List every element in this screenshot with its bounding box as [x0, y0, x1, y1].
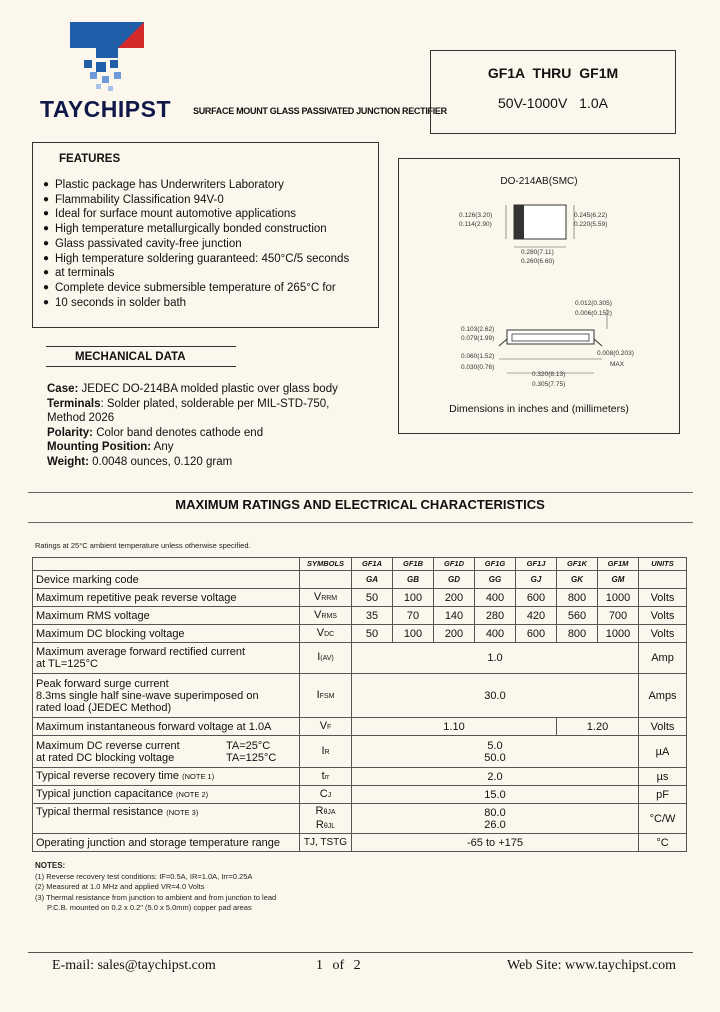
bullet-icon: ●	[43, 252, 50, 264]
header-cell: GF1D	[434, 558, 475, 571]
dimensions-caption: Dimensions in inches and (millimeters)	[449, 403, 629, 415]
header-cell: GF1A	[352, 558, 393, 571]
value-cell: 280	[475, 607, 516, 625]
symbol-cell: IFSM	[300, 674, 352, 718]
feature-item: ● Flammability Classification 94V-0	[43, 193, 224, 206]
value-cell: 400	[475, 589, 516, 607]
bullet-icon: ●	[43, 179, 50, 190]
footer-email[interactable]: E-mail: sales@taychipst.com	[52, 958, 216, 973]
unit-cell: °C/W	[639, 804, 687, 834]
package-outline-box	[398, 158, 680, 434]
value-cell: 800	[557, 589, 598, 607]
divider	[46, 346, 236, 347]
value-cell: 140	[434, 607, 475, 625]
value-cell: -65 to +175	[352, 834, 639, 852]
marking-code: GJ	[516, 571, 557, 589]
header-cell: GF1B	[393, 558, 434, 571]
notes-heading: NOTES:	[35, 861, 66, 870]
marking-code: GG	[475, 571, 516, 589]
dim-label: 0.006(0.152)	[575, 310, 612, 317]
header-cell: GF1M	[598, 558, 639, 571]
value-cell: 50	[352, 625, 393, 643]
divider	[28, 522, 693, 523]
package-drawing	[399, 159, 679, 399]
ratings-table	[32, 557, 687, 852]
table-row	[33, 768, 687, 786]
value-cell: 35	[352, 607, 393, 625]
unit-cell: Volts	[639, 718, 687, 736]
dim-label: 0.126(3.20)	[459, 212, 493, 219]
table-row	[33, 607, 687, 625]
value-cell: 700	[598, 607, 639, 625]
dim-label: 0.305(7.75)	[532, 381, 566, 388]
param-label: Typical junction capacitance (NOTE 2)	[33, 786, 300, 804]
param-label: Peak forward surge current 8.3ms single half sine-wave superimposed on rated load (JEDEC Method)	[33, 674, 300, 718]
dim-label: 0.260(6.60)	[521, 258, 555, 265]
divider	[28, 492, 693, 493]
value-cell: 600	[516, 625, 557, 643]
footer-website[interactable]: Web Site: www.taychipst.com	[507, 958, 677, 973]
note-item: (2) Measured at 1.0 MHz and applied VR=4.0 Volts	[35, 882, 205, 891]
value-cell: 1000	[598, 625, 639, 643]
symbol-cell: trr	[300, 768, 352, 786]
bullet-icon: ●	[43, 267, 50, 279]
unit-cell: µs	[639, 768, 687, 786]
note-item: (1) Reverse recovery test conditions: IF=0.5A, IR=1.0A, Irr=0.25A	[35, 871, 253, 881]
symbol-cell: RθJA RθJL	[300, 804, 352, 834]
features-heading: FEATURES	[59, 153, 121, 165]
value-cell: 560	[557, 607, 598, 625]
bullet-icon: ●	[43, 208, 50, 220]
feature-item: ● at terminals	[43, 267, 115, 280]
header-cell: GF1K	[557, 558, 598, 571]
feature-item: ● High temperature metallurgically bonded construction	[43, 223, 327, 236]
table-header-row	[33, 558, 687, 571]
table-row	[33, 804, 687, 834]
dim-label: 0.245(6.22)	[574, 212, 608, 219]
value-cell: 5.0 50.0	[352, 736, 639, 768]
value-cell: 1.10	[352, 718, 557, 736]
marking-code: GK	[557, 571, 598, 589]
symbol-cell: VDC	[300, 625, 352, 643]
dim-label: 0.280(7.11)	[521, 249, 554, 256]
dim-label: 0.220(5.59)	[574, 221, 608, 228]
feature-item: ● Complete device submersible temperature of 265°C for	[43, 281, 336, 294]
part-title-box	[430, 50, 676, 134]
voltage-current-spec: 50V-1000V 1.0A	[498, 95, 608, 111]
header-cell: GF1J	[516, 558, 557, 571]
value-cell: 420	[516, 607, 557, 625]
header-cell: SYMBOLS	[300, 558, 352, 571]
features-list	[43, 178, 373, 310]
value-cell: 200	[434, 625, 475, 643]
value-cell: 15.0	[352, 786, 639, 804]
value-cell: 800	[557, 625, 598, 643]
value-cell: 200	[434, 589, 475, 607]
part-range-title: GF1A THRU GF1M	[487, 65, 619, 81]
value-cell: 100	[393, 589, 434, 607]
mechanical-heading: MECHANICAL DATA	[75, 351, 186, 363]
mechanical-data-list	[47, 382, 377, 469]
bullet-icon: ●	[43, 237, 50, 249]
table-row	[33, 674, 687, 718]
ratings-title: MAXIMUM RATINGS AND ELECTRICAL CHARACTERISTICS	[175, 497, 545, 512]
footer-divider	[28, 952, 693, 953]
note-item: (3) Thermal resistance from junction to ambient and from junction to lead	[35, 892, 277, 902]
feature-item: ● Plastic package has Underwriters Laboratory	[43, 179, 284, 191]
unit-cell: Amps	[639, 674, 687, 718]
note-item: P.C.B. mounted on 0.2 x 0.2" (5.0 x 5.0mm) copper pad areas	[47, 903, 252, 912]
table-row	[33, 589, 687, 607]
mech-mounting: Mounting Position: Any	[47, 441, 174, 453]
mech-terminals-method: Method 2026	[47, 412, 115, 424]
param-label: Device marking code	[33, 571, 300, 589]
feature-item: ● 10 seconds in solder bath	[43, 296, 187, 309]
feature-item: ● Ideal for surface mount automotive applications	[43, 208, 296, 221]
unit-cell: Volts	[639, 589, 687, 607]
header-cell: GF1G	[475, 558, 516, 571]
mech-terminals: Terminals: Solder plated, solderable per MIL-STD-750,	[47, 397, 330, 410]
param-label: Maximum average forward rectified current at TL=125°C	[33, 643, 300, 674]
marking-code: GM	[598, 571, 639, 589]
dim-label: 0.079(1.99)	[461, 335, 495, 342]
dim-label: 0.320(8.13)	[532, 371, 566, 378]
feature-item: ● Glass passivated cavity-free junction	[43, 237, 242, 250]
symbol-cell: TJ, TSTG	[300, 834, 352, 852]
unit-cell: °C	[639, 834, 687, 852]
table-row	[33, 736, 687, 768]
header-cell: UNITS	[639, 558, 687, 571]
dim-label: MAX	[610, 361, 625, 368]
table-row	[33, 643, 687, 674]
bullet-icon: ●	[43, 193, 50, 205]
bullet-icon: ●	[43, 223, 50, 235]
marking-code: GA	[352, 571, 393, 589]
marking-code: GD	[434, 571, 475, 589]
product-subtitle: SURFACE MOUNT GLASS PASSIVATED JUNCTION RECTIFIER	[193, 106, 447, 116]
symbol-cell: I(AV)	[300, 643, 352, 674]
table-row	[33, 718, 687, 736]
table-row	[33, 625, 687, 643]
value-cell: 1000	[598, 589, 639, 607]
value-cell: 2.0	[352, 768, 639, 786]
divider	[46, 366, 236, 367]
param-label: Typical thermal resistance (NOTE 3)	[33, 804, 300, 834]
table-row	[33, 834, 687, 852]
brand-name: TAYCHIPST	[40, 96, 172, 122]
taychipst-logo	[70, 22, 144, 94]
value-cell: 70	[393, 607, 434, 625]
unit-cell: µA	[639, 736, 687, 768]
dim-label: 0.008(0.203)	[597, 350, 634, 357]
value-cell: 1.0	[352, 643, 639, 674]
value-cell: 80.0 26.0	[352, 804, 639, 834]
mech-polarity: Polarity: Color band denotes cathode end	[47, 426, 264, 439]
dim-label: 0.030(0.76)	[461, 364, 495, 371]
value-cell: 30.0	[352, 674, 639, 718]
value-cell: 600	[516, 589, 557, 607]
dim-label: 0.012(0.305)	[575, 300, 612, 307]
table-row	[33, 571, 687, 589]
marking-code: GB	[393, 571, 434, 589]
unit-cell: Volts	[639, 625, 687, 643]
bullet-icon: ●	[43, 296, 50, 308]
symbol-cell: IR	[300, 736, 352, 768]
symbol-cell: VRMS	[300, 607, 352, 625]
param-label: Maximum instantaneous forward voltage at 1.0A	[33, 718, 300, 736]
table-row	[33, 786, 687, 804]
symbol-cell: VRRM	[300, 589, 352, 607]
value-cell: 100	[393, 625, 434, 643]
symbol-cell: VF	[300, 718, 352, 736]
dim-label: 0.103(2.62)	[461, 326, 495, 333]
value-cell: 400	[475, 625, 516, 643]
param-label: Operating junction and storage temperature range	[33, 834, 300, 852]
dim-label: 0.060(1.52)	[461, 353, 495, 360]
param-label: Typical reverse recovery time (NOTE 1)	[33, 768, 300, 786]
unit-cell: pF	[639, 786, 687, 804]
param-label: Maximum RMS voltage	[33, 607, 300, 625]
bullet-icon: ●	[43, 281, 50, 293]
param-label: Maximum DC reverse current TA=25°C at rated DC blocking voltage TA=125°C	[33, 736, 300, 768]
value-cell: 1.20	[557, 718, 639, 736]
ambient-conditions: Ratings at 25°C ambient temperature unless otherwise specified.	[35, 541, 251, 550]
features-box	[32, 142, 379, 328]
unit-cell: Amp	[639, 643, 687, 674]
notes-block	[35, 861, 276, 914]
mech-case: Case: JEDEC DO-214BA molded plastic over glass body	[47, 383, 338, 395]
package-title: DO-214AB(SMC)	[500, 176, 578, 187]
value-cell: 50	[352, 589, 393, 607]
unit-cell: Volts	[639, 607, 687, 625]
symbol-cell: CJ	[300, 786, 352, 804]
dim-label: 0.114(2.90)	[459, 221, 492, 228]
feature-item: ● High temperature soldering guaranteed: 450°C/5 seconds	[43, 252, 350, 265]
page-number: 1 of 2	[316, 958, 361, 973]
param-label: Maximum repetitive peak reverse voltage	[33, 589, 300, 607]
header-cell	[33, 558, 300, 571]
param-label: Maximum DC blocking voltage	[33, 625, 300, 643]
mech-weight: Weight: 0.0048 ounces, 0.120 gram	[47, 455, 233, 468]
